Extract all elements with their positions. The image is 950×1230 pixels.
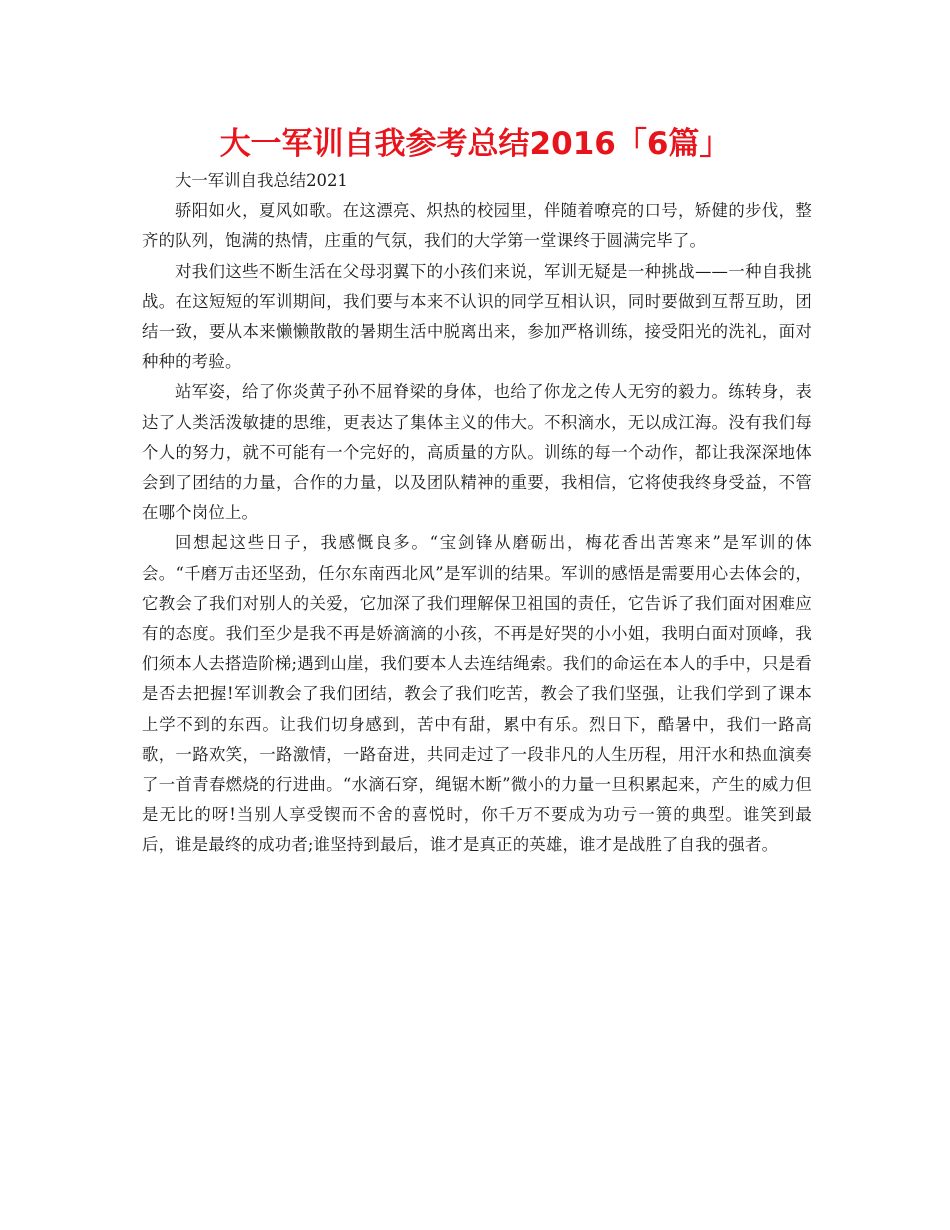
document-body <box>142 166 812 861</box>
document-subtitle: 大一军训自我总结2021 <box>175 171 348 190</box>
paragraph-1: 骄阳如火，夏风如歌。在这漂亮、炽热的校园里，伴随着嘹亮的口号，矫健的步伐，整齐的队列，饱满的热情，庄重的气氛，我们的大学第一堂课终于圆满完毕了。 <box>142 201 812 251</box>
paragraph-4: 回想起这些日子，我感慨良多。“宝剑锋从磨砺出，梅花香出苦寒来”是军训的体会。“千磨万击还坚劲，任尔东南西北风”是军训的结果。军训的感悟是需要用心去体会的，它教会了我们对别人的关爱，它加深了我们理解保卫祖国的责任，它告诉了我们面对困难应有的态度。我们至少是我不再是娇滴滴的小孩，不再是好哭的小小姐，我明白面对顶峰，我们须本人去搭造阶梯;遇到山崖，我们要本人去连结绳索。我们的命运在本人的手中，只是看是否去把握!军训教会了我们团结，教会了我们吃苦，教会了我们坚强，让我们学到了课本上学不到的东西。让我们切身感到，苦中有甜，累中有乐。烈日下，酷暑中，我们一路高歌，一路欢笑，一路激情，一路奋进，共同走过了一段非凡的人生历程，用汗水和热血演奏了一首青春燃烧的行进曲。“水滴石穿，绳锯木断”微小的力量一旦积累起来，产生的威力但是无比的呀!当别人享受锲而不舍的喜悦时，你千万不要成为功亏一篑的典型。谁笑到最后，谁是最终的成功者;谁坚持到最后，谁才是真正的英雄，谁才是战胜了自我的强者。 <box>142 533 812 855</box>
document-title: 大一军训自我参考总结2016「6篇」 <box>219 126 731 162</box>
paragraph-3: 站军姿，给了你炎黄子孙不屈脊梁的身体，也给了你龙之传人无穷的毅力。练转身，表达了人类活泼敏捷的思维，更表达了集体主义的伟大。不积滴水，无以成江海。没有我们每个人的努力，就不可能有一个完好的，高质量的方队。训练的每一个动作，都让我深深地体会到了团结的力量，合作的力量，以及团队精神的重要，我相信，它将使我终身受益，不管在哪个岗位上。 <box>142 382 812 523</box>
paragraph-2: 对我们这些不断生活在父母羽翼下的小孩们来说，军训无疑是一种挑战——一种自我挑战。在这短短的军训期间，我们要与本来不认识的同学互相认识，同时要做到互帮互助，团结一致，要从本来懒懒散散的暑期生活中脱离出来，参加严格训练，接受阳光的洗礼，面对种种的考验。 <box>142 261 812 372</box>
